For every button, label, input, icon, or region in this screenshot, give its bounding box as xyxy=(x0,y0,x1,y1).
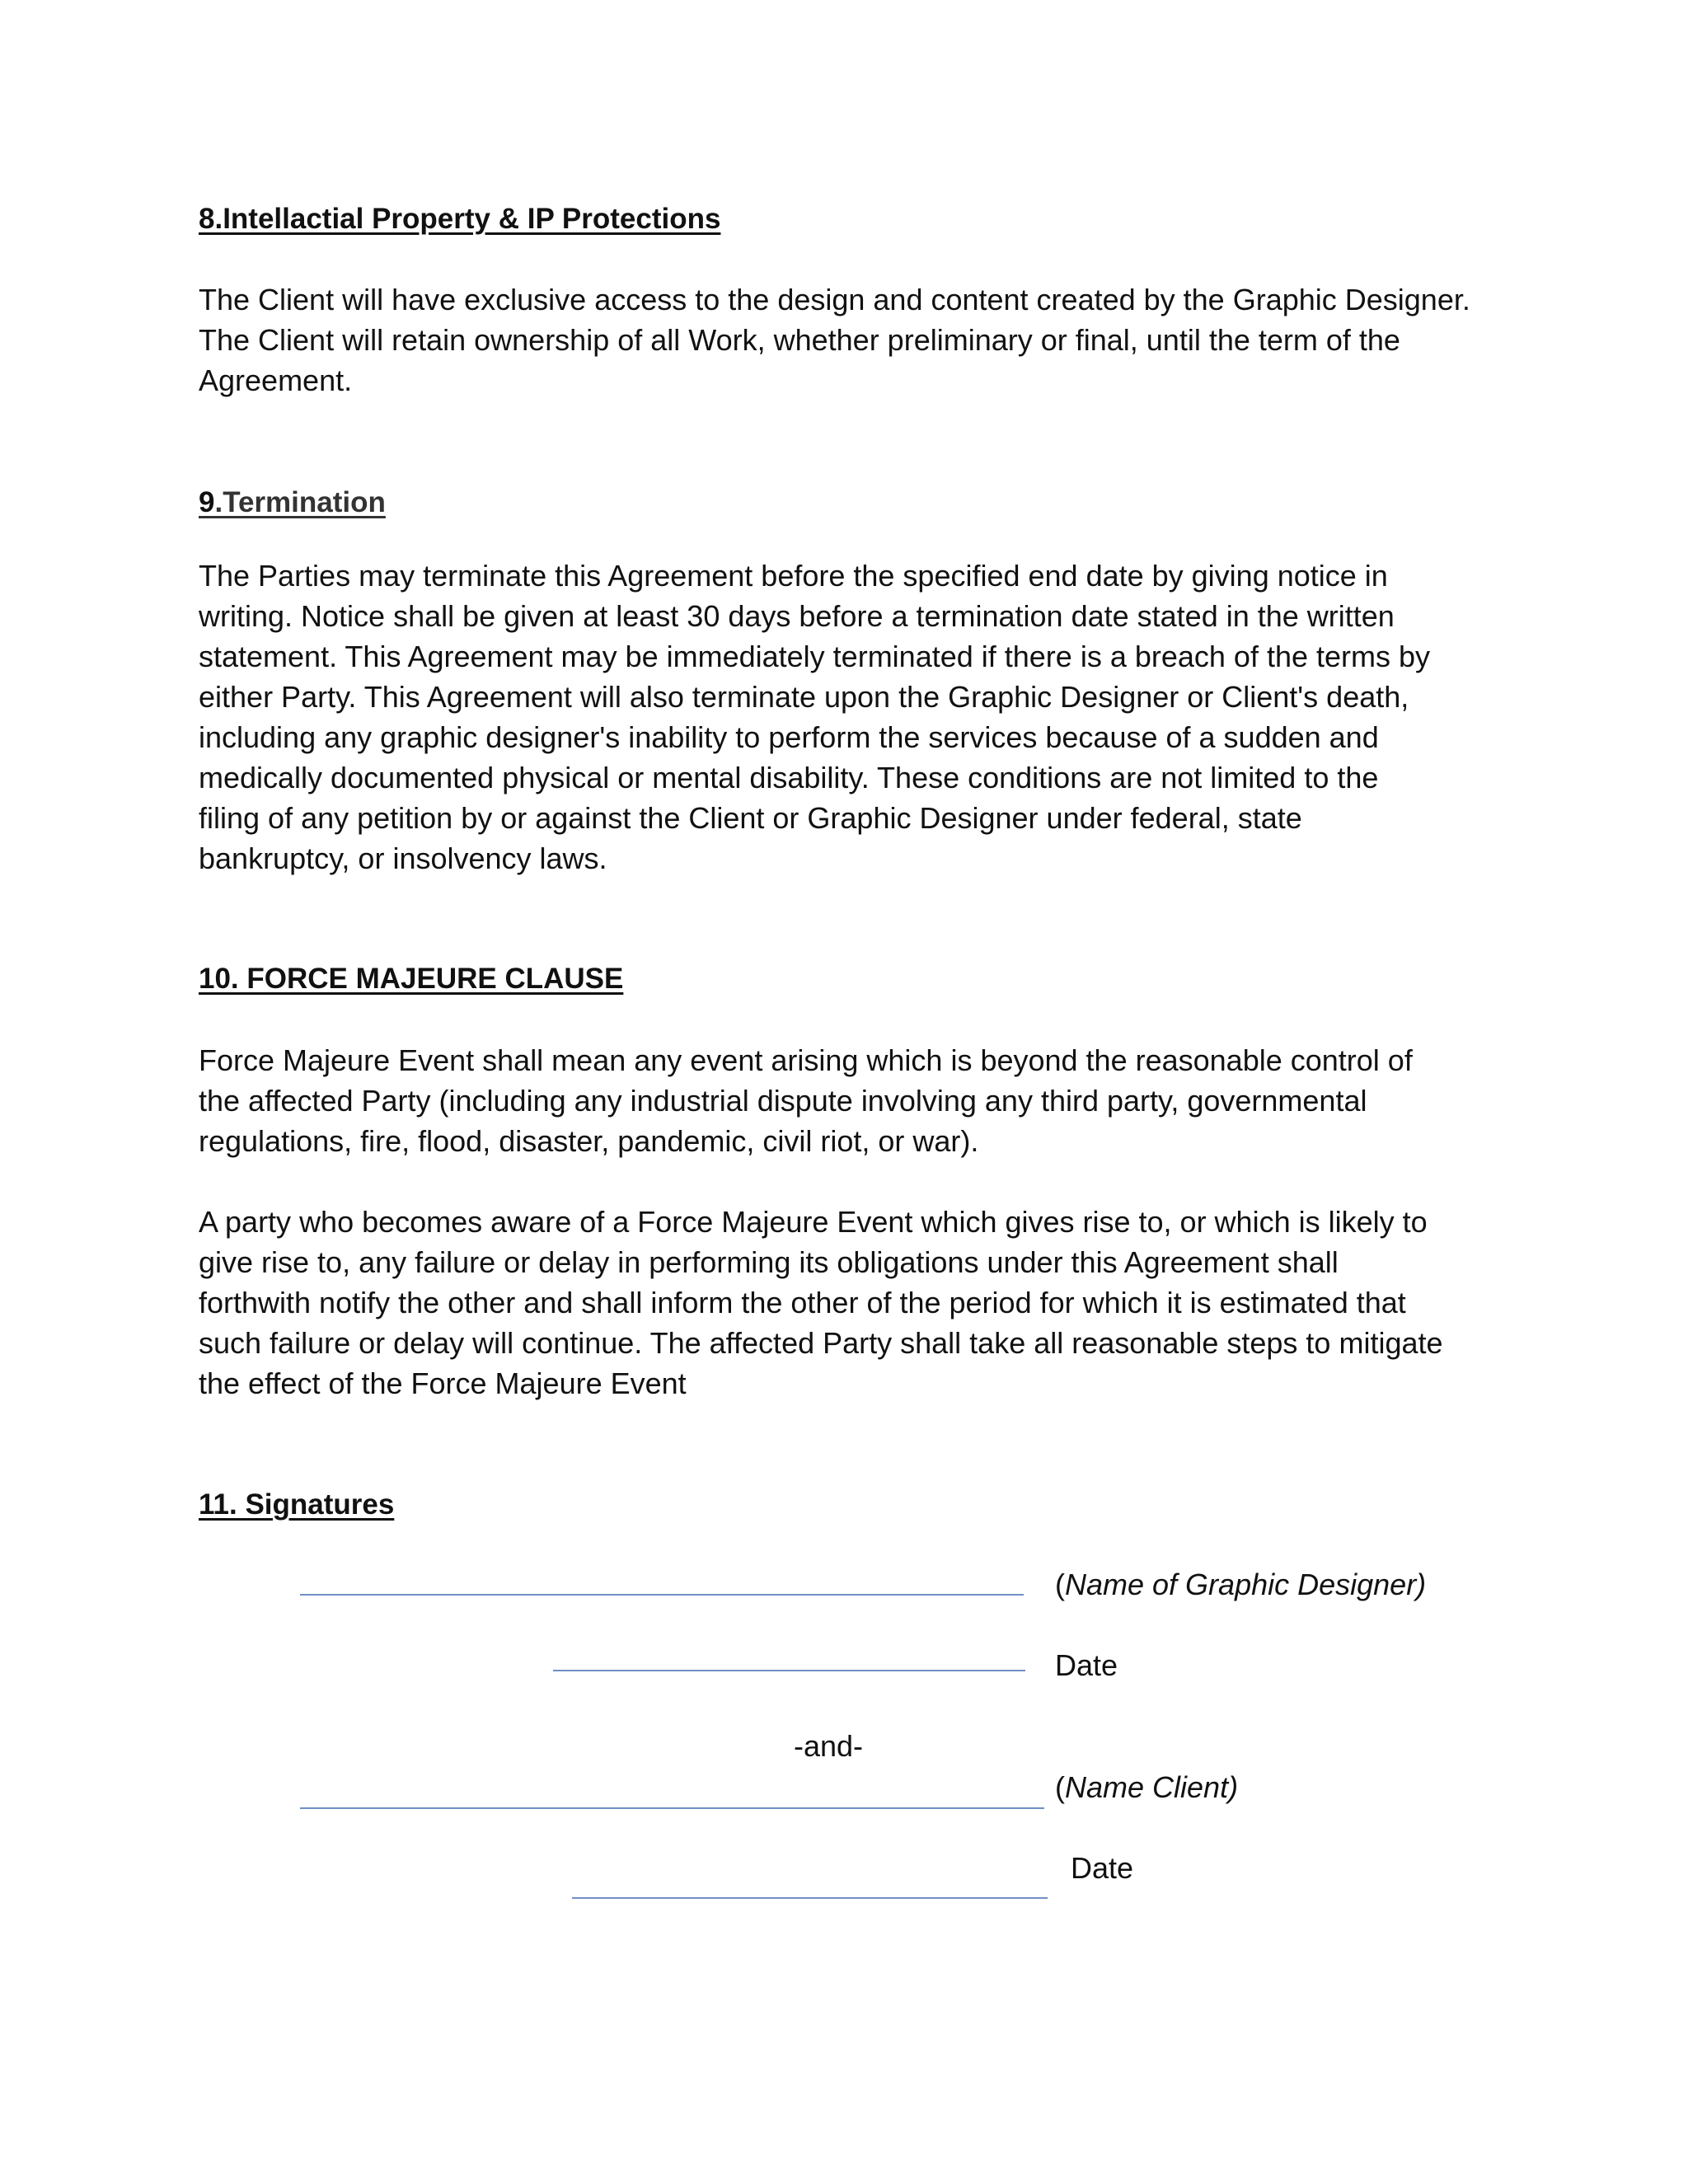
section-9-paragraph xyxy=(199,555,1517,879)
section-9-line: writing. Notice shall be given at least 30 days before a termination date stated in the written xyxy=(199,599,1395,633)
section-9-heading-number: 9 xyxy=(199,486,215,518)
section-10-line: give rise to, any failure or delay in performing its obligations under this Agreement shall xyxy=(199,1245,1339,1279)
section-10-line: Force Majeure Event shall mean any event arising which is beyond the reasonable control of xyxy=(199,1043,1413,1077)
section-10-line: regulations, fire, flood, disaster, pandemic, civil riot, or war). xyxy=(199,1124,979,1158)
client-date-line[interactable] xyxy=(572,1897,1048,1899)
section-9-heading-text: .Termination xyxy=(214,486,386,518)
section-9-line: either Party. This Agreement will also terminate upon the Graphic Designer or Client's death, xyxy=(199,680,1409,714)
section-10-line: forthwith notify the other and shall inform the other of the period for which it is estimated that xyxy=(199,1286,1406,1319)
section-10-paragraph-2 xyxy=(199,1202,1517,1404)
section-9-heading xyxy=(199,486,386,519)
client-name-paren: ( xyxy=(1055,1770,1065,1804)
section-9-line: statement. This Agreement may be immediately terminated if there is a breach of the terms by xyxy=(199,640,1431,673)
client-signature-line[interactable] xyxy=(300,1807,1044,1809)
section-10-line: the effect of the Force Majeure Event xyxy=(199,1366,687,1400)
section-10-line: such failure or delay will continue. The affected Party shall take all reasonable steps to mitigate xyxy=(199,1326,1443,1360)
section-9-line: medically documented physical or mental disability. These conditions are not limited to the xyxy=(199,761,1379,794)
and-separator: -and- xyxy=(794,1729,864,1763)
designer-name-text: Name of Graphic Designer) xyxy=(1065,1568,1427,1601)
section-8-line: The Client will retain ownership of all Work, whether preliminary or final, until the term of the xyxy=(199,323,1400,357)
section-9-line: filing of any petition by or against the Client or Graphic Designer under federal, state xyxy=(199,801,1302,835)
section-9-line: including any graphic designer's inability to perform the services because of a sudden and xyxy=(199,720,1379,754)
section-10-paragraph-1 xyxy=(199,1040,1517,1161)
client-date-label: Date xyxy=(1071,1851,1134,1885)
designer-signature-line[interactable] xyxy=(300,1594,1024,1596)
client-name-text: Name Client) xyxy=(1065,1770,1239,1804)
section-11-heading: 11. Signatures xyxy=(199,1488,395,1521)
section-8-paragraph xyxy=(199,279,1517,401)
section-8-line: Agreement. xyxy=(199,363,353,397)
section-8-heading: 8.Intellactial Property & IP Protections xyxy=(199,203,721,235)
section-10-line: A party who becomes aware of a Force Majeure Event which gives rise to, or which is likely to xyxy=(199,1205,1428,1239)
section-10-line: the affected Party (including any industrial dispute involving any third party, governmental xyxy=(199,1084,1367,1118)
designer-date-label: Date xyxy=(1055,1648,1118,1682)
designer-name-paren: ( xyxy=(1055,1568,1065,1601)
section-9-line: The Parties may terminate this Agreement before the specified end date by giving notice in xyxy=(199,559,1388,593)
section-9-line: bankruptcy, or insolvency laws. xyxy=(199,841,607,875)
section-10-heading: 10. FORCE MAJEURE CLAUSE xyxy=(199,963,624,995)
client-name-label xyxy=(1055,1770,1238,1805)
designer-name-label xyxy=(1055,1568,1426,1602)
designer-date-line[interactable] xyxy=(553,1670,1025,1671)
section-8-line: The Client will have exclusive access to the design and content created by the Graphic Designer. xyxy=(199,283,1470,316)
